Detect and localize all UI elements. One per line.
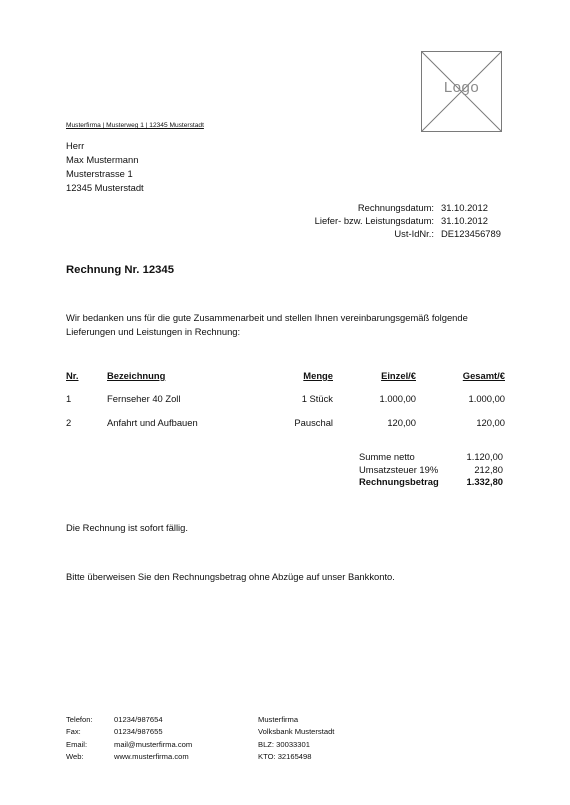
recipient-address	[66, 139, 144, 195]
totals-block	[359, 451, 503, 489]
email-label: Email:	[66, 739, 88, 749]
table-row	[66, 417, 505, 441]
footer-row-web	[66, 751, 192, 763]
footer-contact	[66, 714, 192, 763]
meta-row-delivery-date	[300, 214, 501, 227]
footer-kto: KTO: 32165498	[258, 751, 312, 761]
row-einzel: 120,00	[387, 417, 416, 428]
row-gesamt: 1.000,00	[468, 393, 505, 404]
row-einzel: 1.000,00	[379, 393, 416, 404]
row-bezeichnung: Fernseher 40 Zoll	[107, 393, 181, 404]
intro-line-1: Wir bedanken uns für die gute Zusammenarbeit und stellen Ihnen vereinbarungsgemäß folgende	[66, 312, 468, 323]
payment-text: Bitte überweisen Sie den Rechnungsbetrag ohne Abzüge auf unser Bankkonto.	[66, 571, 395, 582]
email-value: mail@musterfirma.com	[114, 739, 193, 749]
vat-label: Umsatzsteuer 19%	[359, 463, 439, 475]
invoice-title: Rechnung Nr. 12345	[66, 264, 174, 276]
items-table	[66, 370, 505, 441]
vat-id-label: Ust-IdNr.:	[394, 228, 434, 239]
phone-label: Telefon:	[66, 715, 93, 724]
net-value: 1.120,00	[466, 451, 503, 462]
invoice-date-label: Rechnungsdatum:	[357, 202, 434, 213]
intro-text	[66, 311, 506, 339]
recipient-city: 12345 Musterstadt	[66, 182, 144, 193]
delivery-date-label: Liefer- bzw. Leistungsdatum:	[314, 215, 434, 226]
recipient-street: Musterstrasse 1	[66, 168, 133, 179]
header-gesamt: Gesamt/€	[462, 370, 505, 381]
footer-row-phone	[66, 714, 192, 726]
net-label: Summe netto	[359, 451, 415, 462]
total-value: 1.332,80	[466, 476, 503, 487]
fax-value: 01234/987655	[114, 727, 163, 737]
footer-bank-name: Volksbank Musterstadt	[258, 727, 335, 737]
total-label: Rechnungsbetrag	[359, 476, 439, 487]
invoice-date: 31.10.2012	[441, 202, 488, 213]
delivery-date: 31.10.2012	[441, 215, 488, 226]
web-label: Web:	[66, 751, 84, 761]
vat-id: DE123456789	[441, 228, 501, 239]
footer-row-email	[66, 739, 192, 751]
row-nr: 1	[66, 393, 72, 404]
totals-row-total	[359, 476, 503, 489]
footer-bank	[258, 714, 334, 763]
meta-row-invoice-date	[300, 201, 501, 214]
footer-company: Musterfirma	[258, 715, 299, 724]
recipient-name: Max Mustermann	[66, 154, 139, 165]
totals-row-net	[359, 451, 503, 464]
row-menge: Pauschal	[294, 417, 333, 428]
header-nr: Nr.	[66, 370, 79, 381]
meta-row-vat-id	[300, 227, 501, 240]
row-bezeichnung: Anfahrt und Aufbauen	[107, 417, 198, 428]
sender-line: Musterfirma | Musterweg 1 | 12345 Musterstadt	[66, 122, 204, 129]
items-header-row	[66, 370, 505, 393]
totals-row-vat	[359, 464, 503, 477]
footer-blz: BLZ: 30033301	[258, 739, 310, 749]
row-gesamt: 120,00	[476, 417, 505, 428]
row-nr: 2	[66, 417, 72, 428]
logo-text: Logo	[443, 79, 480, 96]
recipient-salutation: Herr	[66, 140, 85, 151]
logo-placeholder	[421, 51, 502, 132]
phone-value: 01234/987654	[114, 715, 163, 724]
row-menge: 1 Stück	[301, 393, 333, 404]
header-einzel: Einzel/€	[381, 370, 416, 381]
vat-value: 212,80	[474, 463, 503, 475]
intro-line-2: Lieferungen und Leistungen in Rechnung:	[66, 326, 241, 337]
header-bezeichnung: Bezeichnung	[107, 370, 166, 381]
web-value: www.musterfirma.com	[114, 751, 189, 761]
due-text: Die Rechnung ist sofort fällig.	[66, 522, 188, 533]
header-menge: Menge	[303, 370, 333, 381]
footer-row-fax	[66, 726, 192, 738]
invoice-meta	[300, 201, 501, 240]
table-row	[66, 393, 505, 417]
fax-label: Fax:	[66, 727, 81, 737]
